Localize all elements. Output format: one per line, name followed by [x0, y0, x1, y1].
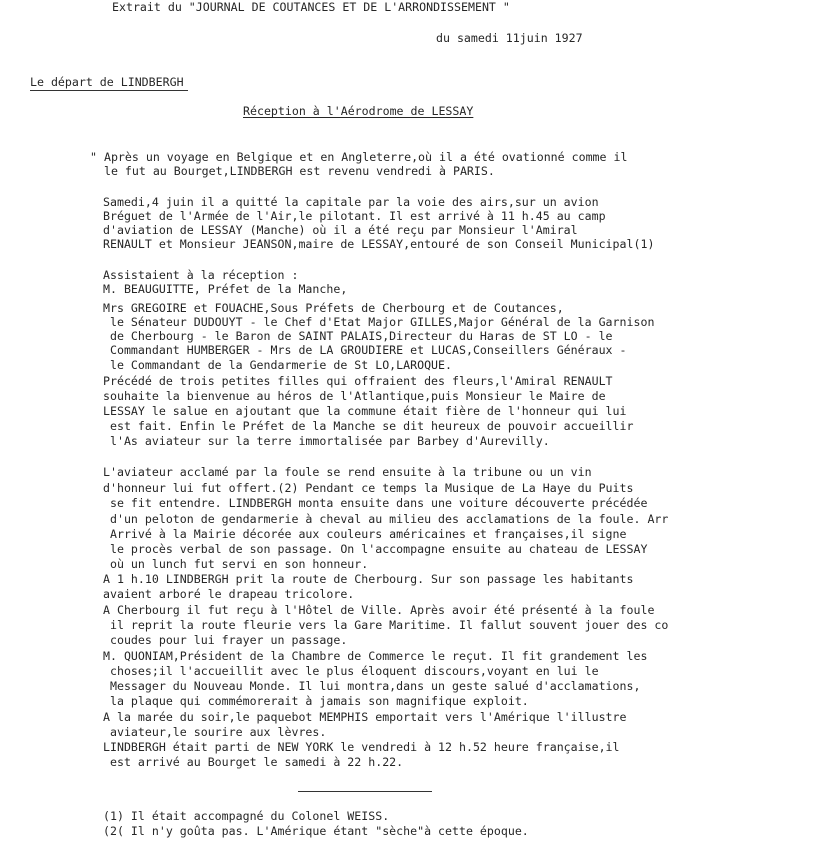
paragraph-line: Messager du Nouveau Monde. Il lui montra,dans un geste salué d'acclamations,: [103, 679, 641, 693]
paragraph-line: A Cherbourg il fut reçu à l'Hôtel de Ville. Après avoir été présenté à la foule: [103, 603, 655, 617]
paragraph-line: il reprit la route fleurie vers la Gare Maritime. Il fallut souvent jouer des co: [103, 618, 669, 632]
paragraph-line: LINDBERGH était parti de NEW YORK le vendredi à 12 h.52 heure française,il: [103, 740, 620, 754]
paragraph-line: Arrivé à la Mairie décorée aux couleurs américaines et françaises,il signe: [103, 527, 627, 541]
paragraph-line: LESSAY le salue en ajoutant que la commune était fière de l'honneur qui lui: [103, 404, 627, 418]
paragraph-line: " Après un voyage en Belgique et en Angleterre,où il a été ovationné comme il: [90, 150, 628, 164]
paragraph-line: avaient arboré le drapeau tricolore.: [103, 587, 355, 601]
header-extract: Extrait du "JOURNAL DE COUTANCES ET DE L'ARRONDISSEMENT ": [112, 0, 510, 14]
paragraph-line: la plaque qui commémorerait à jamais son magnifique exploit.: [103, 694, 529, 708]
paragraph-line: le Sénateur DUDOUYT - le Chef d'Etat Major GILLES,Major Général de la Garnison: [103, 315, 655, 329]
paragraph-line: d'un peloton de gendarmerie à cheval au milieu des acclamations de la foule. Arr: [103, 512, 669, 526]
footnote: (1) Il était accompagné du Colonel WEISS.: [103, 809, 390, 823]
paragraph-line: Samedi,4 juin il a quitté la capitale par la voie des airs,sur un avion: [103, 195, 599, 209]
footnote: (2( Il n'y goûta pas. L'Amérique étant "sèche"à cette époque.: [103, 824, 529, 838]
section-title-underline: [30, 90, 188, 91]
paragraph-line: M. BEAUGUITTE, Préfet de la Manche,: [103, 282, 348, 296]
paragraph-line: M. QUONIAM,Président de la Chambre de Commerce le reçut. Il fit grandement les: [103, 649, 648, 663]
paragraph-line: le Commandant de la Gendarmerie de St LO,LAROQUE.: [103, 358, 453, 372]
paragraph-line: le procès verbal de son passage. On l'accompagne ensuite au chateau de LESSAY: [103, 542, 648, 556]
paragraph-line: coudes pour lui frayer un passage.: [103, 633, 348, 647]
paragraph-line: le fut au Bourget,LINDBERGH est revenu vendredi à PARIS.: [90, 164, 495, 178]
paragraph-line: est arrivé au Bourget le samedi à 22 h.22.: [103, 755, 404, 769]
paragraph-line: A la marée du soir,le paquebot MEMPHIS emportait vers l'Amérique l'illustre: [103, 710, 627, 724]
paragraph-line: de Cherbourg - le Baron de SAINT PALAIS,Directeur du Haras de ST LO - le: [103, 329, 613, 343]
paragraph-line: d'aviation de LESSAY (Manche) où il a été reçu par Monsieur l'Amiral: [103, 223, 578, 237]
section-title: Le départ de LINDBERGH: [30, 75, 184, 89]
footnote-separator: [298, 791, 432, 792]
paragraph-line: Précédé de trois petites filles qui offraient des fleurs,l'Amiral RENAULT: [103, 374, 613, 388]
paragraph-line: aviateur,le sourire aux lèvres.: [103, 725, 327, 739]
paragraph-line: est fait. Enfin le Préfet de la Manche se dit heureux de pouvoir accueillir: [103, 419, 634, 433]
paragraph-line: où un lunch fut servi en son honneur.: [103, 557, 369, 571]
paragraph-line: Commandant HUMBERGER - Mrs de LA GROUDIERE et LUCAS,Conseillers Généraux -: [103, 343, 627, 357]
paragraph-line: l'As aviateur sur la terre immortalisée par Barbey d'Aurevilly.: [103, 434, 550, 448]
paragraph-line: RENAULT et Monsieur JEANSON,maire de LESSAY,entouré de son Conseil Municipal(1): [103, 237, 655, 251]
paragraph-line: souhaite la bienvenue au héros de l'Atlantique,puis Monsieur le Maire de: [103, 389, 606, 403]
paragraph-line: L'aviateur acclamé par la foule se rend ensuite à la tribune ou un vin: [103, 465, 592, 479]
article-subtitle: Réception à l'Aérodrome de LESSAY: [243, 104, 474, 118]
paragraph-line: choses;il l'accueillit avec le plus éloquent discours,voyant en lui le: [103, 664, 599, 678]
paragraph-line: Mrs GREGOIRE et FOUACHE,Sous Préfets de Cherbourg et de Coutances,: [103, 301, 564, 315]
paragraph-line: se fit entendre. LINDBERGH monta ensuite dans une voiture découverte précédée: [103, 496, 648, 510]
paragraph-line: Assistaient à la réception :: [103, 268, 299, 282]
header-date: du samedi 11juin 1927: [436, 31, 583, 45]
paragraph-line: Bréguet de l'Armée de l'Air,le pilotant. Il est arrivé à 11 h.45 au camp: [103, 209, 606, 223]
paragraph-line: d'honneur lui fut offert.(2) Pendant ce temps la Musique de La Haye du Puits: [103, 481, 634, 495]
paragraph-line: A 1 h.10 LINDBERGH prit la route de Cherbourg. Sur son passage les habitants: [103, 572, 634, 586]
